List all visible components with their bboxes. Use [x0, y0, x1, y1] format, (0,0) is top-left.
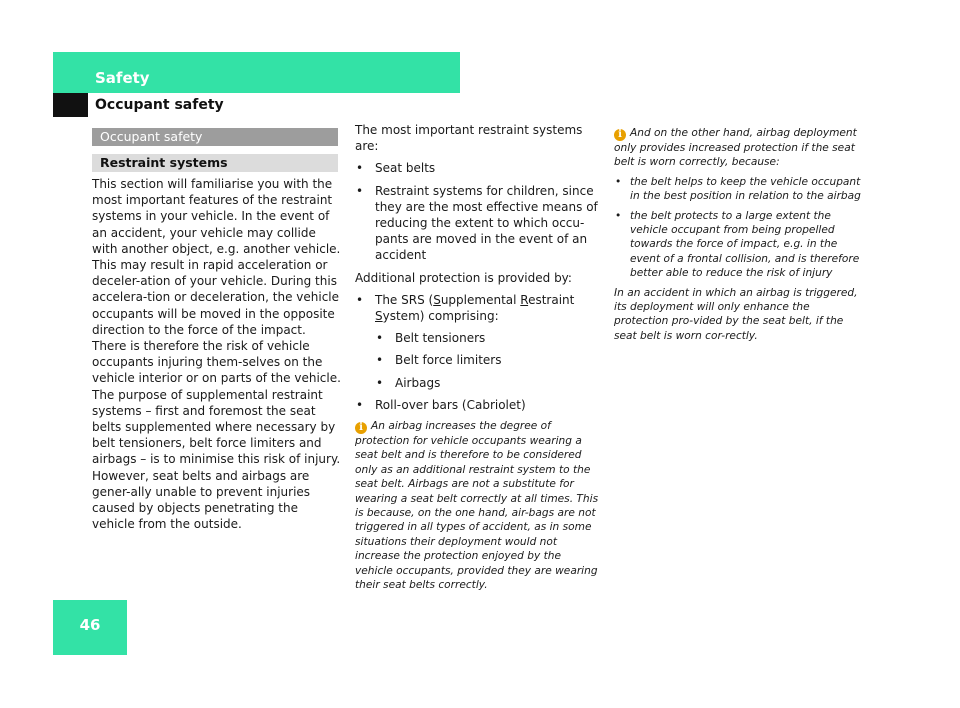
rollover-list	[355, 397, 601, 413]
list-item: • Belt force limiters	[375, 352, 601, 368]
info-icon: i	[614, 129, 626, 141]
info-icon: i	[355, 422, 367, 434]
note-list	[614, 175, 864, 281]
note-outro: In an accident in which an airbag is triggered, its deployment will only enhance the protection pro-vided by the seat belt, if the seat belt is worn cor-rectly.	[614, 286, 858, 342]
additional-intro: Additional protection is provided by:	[355, 270, 572, 285]
section-bar-heading: Occupant safety	[92, 128, 338, 146]
subsection-bar-heading: Restraint systems	[92, 154, 338, 172]
srs-components-list	[355, 330, 601, 391]
page-number-box	[53, 600, 127, 655]
systems-list	[355, 160, 601, 263]
airbag-note: i An airbag increases the degree of protection for vehicle occupants wearing a seat belt and is therefore to be considered only as an additional restraint system to the seat belt. Airbags are not a substitute for wearing a seat belt correctly at all times. This is because, on the one hand, air-bags are not triggered in all types of accident, as in some situations their deployment would not increase the protection enjoyed by the vehicle occupants, provided they are wearing their seat belts correctly.	[355, 420, 599, 592]
list-item: • the belt protects to a large extent the vehicle occupant from being propelled towards the force of impact, e.g. in the event of a frontal collision, and is therefore better able to reduce the risk of injury	[614, 209, 864, 281]
page-number: 46	[79, 616, 101, 634]
list-item: • Roll-over bars (Cabriolet)	[355, 397, 601, 413]
list-item: • Airbags	[375, 375, 601, 391]
heading-marker	[53, 93, 88, 117]
systems-intro: The most important restraint systems are:	[355, 123, 583, 154]
page-title: Occupant safety	[95, 97, 224, 113]
column-2	[355, 122, 601, 593]
list-item: • the belt helps to keep the vehicle occupant in the best position in relation to the airbag	[614, 175, 864, 204]
list-item-srs: • The SRS (Supplemental Restraint System) comprising:	[355, 292, 601, 324]
section-title: Safety	[95, 69, 150, 87]
additional-list	[355, 292, 601, 324]
column-3-note: i And on the other hand, airbag deployment only provides increased protection if the seat belt is worn correctly, because: • the belt helps to keep the vehicle occupant in the best position in relation to the airbag • the belt protects to a large extent the vehicle occupant from being propelled towards the force of impact, e.g. in the event of a frontal collision, and is therefore better able to reduce the risk of injury In an accident in which an airbag is triggered, its deployment will only enhance the protection pro-vided by the seat belt, if the seat belt is worn cor-rectly.	[614, 126, 864, 343]
list-item: • Seat belts	[355, 160, 601, 176]
list-item: • Restraint systems for children, since they are the most effective means of reducing the extent to which occu-pants are moved in the event of an accident	[355, 183, 601, 264]
intro-paragraph	[92, 176, 342, 532]
body-text: This section will familiarise you with the most important features of the restraint systems in your vehicle. In the event of an accident, your vehicle may collide with another object, e.g. another vehicle. This may result in rapid acceleration or deceler-ation of your vehicle. During this accelera-tion or deceleration, the vehicle occupants will be moved in the opposite direction to the force of the impact. There is therefore the risk of vehicle occupants injuring them-selves on the vehicle interior or on parts of the vehicle. The purpose of supplemental restraint systems – first and foremost the seat belts supplemented where necessary by belt tensioners, belt force limiters and airbags – is to minimise this risk of injury. However, seat belts and airbags are gener-ally unable to prevent injuries caused by objects penetrating the vehicle from the outside.	[92, 177, 341, 532]
list-item: • Belt tensioners	[375, 330, 601, 346]
